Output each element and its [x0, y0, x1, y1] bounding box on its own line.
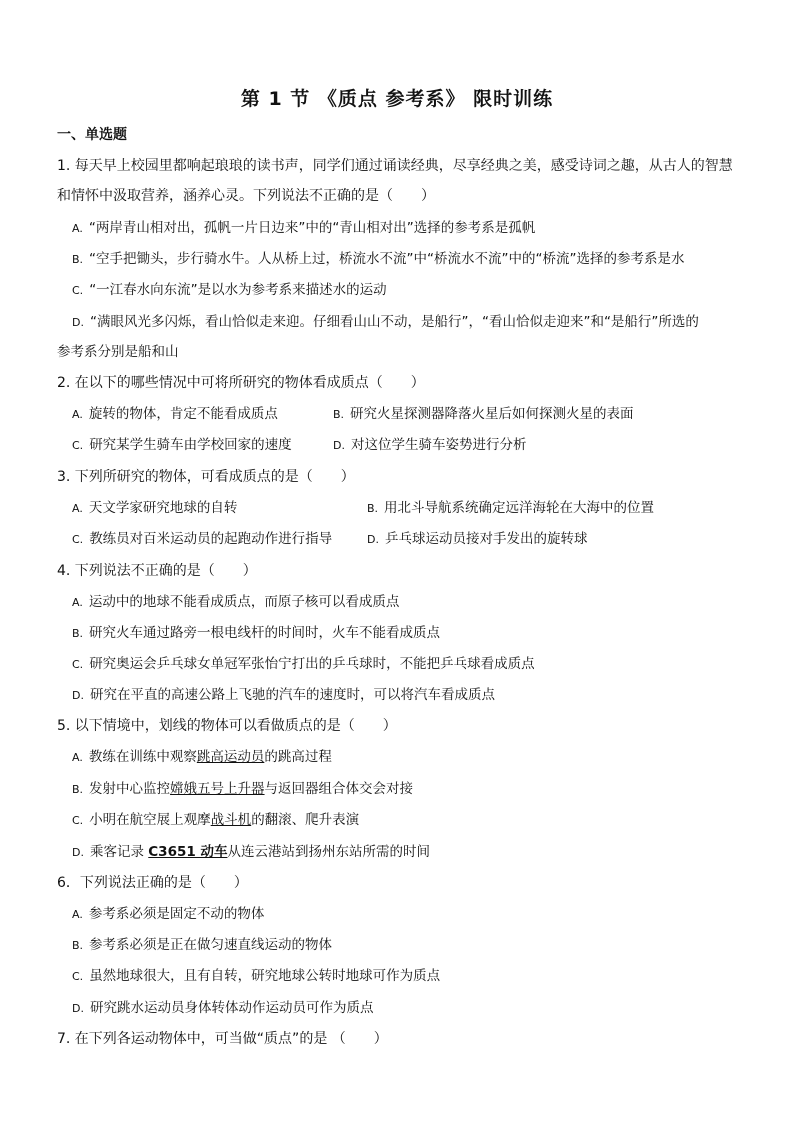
option-letter: B. — [72, 939, 84, 952]
option-letter: C. — [72, 284, 84, 297]
q5-option-b — [72, 779, 413, 800]
q6-option-a — [72, 904, 264, 925]
option-letter: B. — [333, 408, 345, 421]
option-text: 研究火星探测器降落火星后如何探测火星的表面 — [350, 406, 634, 422]
option-text-post: 的翻滚、爬升表演 — [251, 812, 360, 828]
q3-option-d — [367, 529, 587, 550]
option-text-post: 的跳高过程 — [264, 749, 332, 765]
q5-option-a — [72, 747, 332, 768]
q2-option-d — [333, 435, 526, 456]
option-text: 天文学家研究地球的自转 — [88, 500, 238, 516]
option-letter: A. — [72, 751, 83, 764]
option-text: “两岸青山相对出，孤帆一片日边来”中的“青山相对出”选择的参考系是孤帆 — [88, 220, 536, 236]
option-letter: D. — [367, 533, 379, 546]
option-letter: D. — [333, 439, 345, 452]
underlined-object: 战斗机 — [210, 812, 252, 828]
option-letter: A. — [72, 502, 83, 515]
underlined-object: 跳高运动员 — [196, 749, 265, 765]
option-letter: C. — [72, 970, 84, 983]
q2-stem: 2. 在以下的哪些情况中可将所研究的物体看成质点（ ） — [57, 375, 425, 391]
q1-option-d-continuation: 参考系分别是船和山 — [57, 344, 179, 360]
q6-option-c — [72, 966, 440, 987]
option-text: 研究火车通过路旁一根电线杆的时间时，火车不能看成质点 — [89, 625, 441, 641]
option-text: 教练员对百米运动员的起跑动作进行指导 — [89, 531, 333, 547]
option-text: 参考系必须是固定不动的物体 — [88, 906, 265, 922]
q1-stem-line1: 1. 每天早上校园里都响起琅琅的读书声，同学们通过诵读经典，尽享经典之美，感受诗词之趣，从古人的智慧 — [57, 158, 733, 174]
section-heading: 一、单选题 — [57, 127, 127, 143]
underlined-object: 嫦娥五号上升器 — [170, 781, 265, 797]
option-letter: B. — [72, 627, 84, 640]
q4-stem: 4. 下列说法不正确的是（ ） — [57, 563, 257, 579]
option-letter: A. — [72, 596, 83, 609]
option-text: 旋转的物体，肯定不能看成质点 — [88, 406, 278, 422]
option-letter: A. — [72, 222, 83, 235]
option-letter: A. — [72, 908, 83, 921]
option-text: 用北斗导航系统确定远洋海轮在大海中的位置 — [384, 500, 655, 516]
option-letter: D. — [72, 316, 84, 329]
option-text: 研究在平直的高速公路上飞驰的汽车的速度时，可以将汽车看成质点 — [89, 687, 495, 703]
option-letter: C. — [72, 814, 84, 827]
option-text: 对这位学生骑车姿势进行分析 — [350, 437, 527, 453]
option-text: 参考系必须是正在做匀速直线运动的物体 — [89, 937, 333, 953]
option-text: 乒乓球运动员接对手发出的旋转球 — [384, 531, 588, 547]
q4-option-d — [72, 685, 495, 706]
q5-option-c — [72, 810, 359, 831]
q3-stem: 3. 下列所研究的物体，可看成质点的是（ ） — [57, 469, 355, 485]
option-text-pre: 小明在航空展上观摩 — [89, 812, 211, 828]
option-letter: C. — [72, 658, 84, 671]
q1-option-d — [72, 312, 699, 333]
option-text: 研究某学生骑车由学校回家的速度 — [89, 437, 292, 453]
q6-option-b — [72, 935, 332, 956]
q4-option-b — [72, 623, 440, 644]
option-text: 运动中的地球不能看成质点，而原子核可以看成质点 — [88, 594, 400, 610]
q1-stem-line2: 和情怀中汲取营养，涵养心灵。下列说法不正确的是（ ） — [57, 188, 435, 204]
q3-option-c — [72, 529, 332, 550]
option-text: “满眼风光多闪烁，看山恰似走来迎。仔细看山山不动，是船行”，“看山恰似走迎来”和“是船行”所选的 — [89, 314, 699, 330]
option-text-pre: 教练在训练中观察 — [88, 749, 197, 765]
q4-option-c — [72, 654, 535, 675]
option-letter: C. — [72, 533, 84, 546]
q1-option-c — [72, 280, 387, 301]
option-letter: A. — [72, 408, 83, 421]
option-letter: B. — [72, 783, 84, 796]
option-text: 研究跳水运动员身体转体动作运动员可作为质点 — [89, 1000, 374, 1016]
q2-option-c — [72, 435, 292, 456]
option-letter: D. — [72, 1002, 84, 1015]
q6-stem: 6．下列说法正确的是（ ） — [57, 875, 248, 891]
q1-option-b — [72, 249, 685, 270]
option-text: “空手把锄头，步行骑水牛。人从桥上过，桥流水不流”中“桥流水不流”中的“桥流”选择的参考系是水 — [89, 251, 685, 267]
option-text: 虽然地球很大，且有自转，研究地球公转时地球可作为质点 — [89, 968, 441, 984]
q3-option-b — [367, 498, 654, 519]
q3-option-a — [72, 498, 237, 519]
option-text: 研究奥运会乒乓球女单冠军张怡宁打出的乒乓球时，不能把乒乓球看成质点 — [89, 656, 535, 672]
option-letter: D. — [72, 689, 84, 702]
q4-option-a — [72, 592, 399, 613]
option-letter: B. — [367, 502, 379, 515]
q5-stem: 5. 以下情境中，划线的物体可以看做质点的是（ ） — [57, 718, 397, 734]
option-text-pre: 乘客记录 — [89, 844, 149, 860]
q5-option-d — [72, 842, 430, 863]
q7-stem: 7. 在下列各运动物体中，可当做“质点”的是 （ ） — [57, 1031, 388, 1047]
option-text-post: 从连云港站到扬州东站所需的时间 — [227, 844, 430, 860]
q1-option-a — [72, 218, 535, 239]
option-letter: B. — [72, 253, 84, 266]
q2-option-a — [72, 404, 278, 425]
page-title: 第 1 节 《质点 参考系》 限时训练 — [240, 88, 554, 110]
option-letter: C. — [72, 439, 84, 452]
underlined-object: C3651 动车 — [148, 844, 228, 860]
q6-option-d — [72, 998, 373, 1019]
option-text-post: 与返回器组合体交会对接 — [264, 781, 414, 797]
option-text: “一江春水向东流”是以水为参考系来描述水的运动 — [89, 282, 387, 298]
option-letter: D. — [72, 846, 84, 859]
q2-option-b — [333, 404, 634, 425]
option-text-pre: 发射中心监控 — [89, 781, 171, 797]
